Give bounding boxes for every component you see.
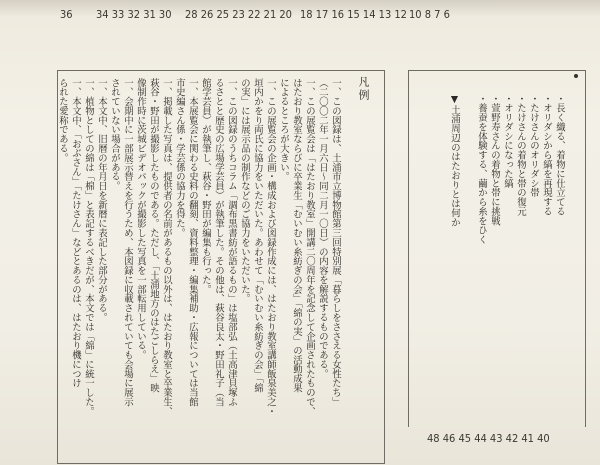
toc-list bbox=[420, 94, 566, 414]
notes-line: 一、植物としての綿は「棉」と表記するべきだが、本文では「綿」に統一した。 bbox=[83, 78, 94, 417]
notes-line: はたおり教室ならびに卒業生「むいむい糸紡ぎの会」「綿の実」の活動成果 bbox=[291, 78, 302, 393]
toc-item: ・養蚕を体験する、繭から糸をひく bbox=[476, 94, 487, 245]
notes-line: 一、本文中、旧暦の年月日を新暦に表記した部分がある。 bbox=[96, 78, 107, 323]
notes-line: 一、掲載した写真は、提供者の名前があるもの以外は、はたおり教室と卒業生、 bbox=[161, 78, 172, 417]
notes-line: 一、この図録は、土浦市立博物館第三回特別展「暮らしをささえる女性たち」 bbox=[330, 78, 341, 407]
toc-item: ▼土浦周辺のはたおりとは何か bbox=[449, 94, 460, 228]
notes-line: 館学芸員）が執筆し、萩谷・野田が編集も行った。 bbox=[200, 78, 211, 294]
notes-line: 一、この展覧会の企画・構成および図録作成には、はたおり教室講師飯泉美之・ bbox=[265, 78, 276, 417]
notes-body bbox=[57, 78, 342, 417]
notes-line: 像制作時に茨城ビデオパックが撮影した写真を一部転用している。 bbox=[135, 78, 146, 360]
toc-item: ・たけさんのオリダシ帯 bbox=[528, 94, 539, 198]
bullet-dot-icon bbox=[574, 74, 578, 78]
toc-item: ・オリダシになった縞 bbox=[502, 94, 513, 188]
notes-line: 萩谷・野田が撮影したものである。ただし、「土浦地方のはたごしらえ」映 bbox=[148, 78, 159, 393]
notes-line: 垣内かをり両氏に協力をいただいた。あわせて「むいむい糸紡ぎの会」「綿 bbox=[252, 78, 263, 393]
notes-line: （二〇〇二年一月六日〜同二月一〇日）の内容を解説するものである。 bbox=[317, 78, 328, 379]
page-numbers-10-6: 10 8 7 6 bbox=[409, 8, 450, 21]
page-numbers-18-12: 18 17 16 15 14 13 12 bbox=[300, 8, 407, 21]
page-numbers-36: 36 bbox=[60, 8, 73, 21]
notes-line: によるところが大きい。 bbox=[278, 78, 289, 182]
page-numbers-34-30: 34 33 32 31 30 bbox=[96, 8, 172, 21]
toc-item: ・長く織る、着物に仕立てる bbox=[554, 94, 565, 217]
notes-line: の実」には展示品の制作などのご協力をいただいた。 bbox=[239, 78, 250, 304]
notes-line: られた愛称である。 bbox=[57, 78, 68, 163]
toc-item: ・たけさんの着物と帯の復元 bbox=[515, 94, 526, 217]
notes-line: 一、本展覧会に関わる史料の翻刻、資料整理・編集補助・広報については当館 bbox=[187, 78, 198, 407]
page-numbers-48-40: 48 46 45 44 43 42 41 40 bbox=[427, 432, 550, 445]
notes-line: されていない場合がある。 bbox=[109, 78, 120, 191]
notes-title: 凡例 bbox=[357, 76, 370, 102]
notes-line: 一、この図録のうちコラム「調布黒書紡が語るもの」は塩部弘（土高津貝塚ふ bbox=[226, 78, 237, 407]
page-numbers-28-20: 28 26 25 23 22 21 20 bbox=[185, 8, 292, 21]
notes-line: るさとと歴史の広場学芸員）が執筆した。その他は、萩谷良太・野田礼子（当 bbox=[213, 78, 224, 407]
notes-line: 市史編さん係・学芸係の協力を得た。 bbox=[174, 78, 185, 238]
notes-line: 一、本文中、「おぶさん」「たけさん」などとあるのは、はたおり機につけ bbox=[70, 78, 81, 388]
toc-item: ・オリダシから縞を再現する bbox=[541, 94, 552, 217]
toc-item: ・萱野寿さんの着物と帯に挑戦 bbox=[489, 94, 500, 226]
notes-line: 一、この展覧会は「はたおり教室」開講二〇周年を記念して企画されたもので、 bbox=[304, 78, 315, 417]
notes-line: 一、会期中に一部展示替えを行うため、本図録に収載されていても会場に展示 bbox=[122, 78, 133, 407]
